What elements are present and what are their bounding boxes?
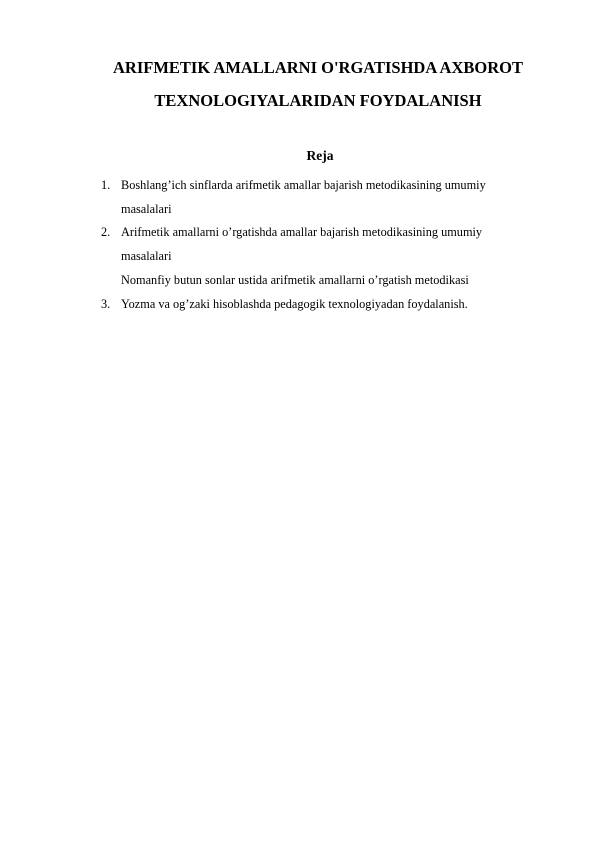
plan-item-1-text-line-1: Boshlang’ich sinflarda arifmetik amallar bajarish metodikasining umumiy: [121, 178, 486, 192]
plan-item-1-text-line-2: masalalari: [121, 202, 172, 216]
plan-item-2-text-line-1: Arifmetik amallarni o’rgatishda amallar bajarish metodikasining umumiy: [121, 225, 483, 239]
plan-item-3-text-line-1: Yozma va og’zaki hisoblashda pedagogik texnologiyadan foydalanish.: [121, 297, 468, 311]
plan-item-3-number: 3.: [101, 297, 111, 311]
plan-item-1-number: 1.: [101, 178, 111, 192]
plan-item-2-text-line-3: Nomanfiy butun sonlar ustida arifmetik amallarni o’rgatish metodikasi: [121, 273, 469, 287]
plan-item-2-number: 2.: [101, 225, 111, 239]
plan-heading: Reja: [306, 148, 334, 163]
plan-item-2-text-line-2: masalalari: [121, 249, 172, 263]
document-title-line-2: TEXNOLOGIYALARIDAN FOYDALANISH: [154, 91, 482, 110]
document-title-line-1: ARIFMETIK AMALLARNI O'RGATISHDA AXBOROT: [113, 58, 523, 77]
